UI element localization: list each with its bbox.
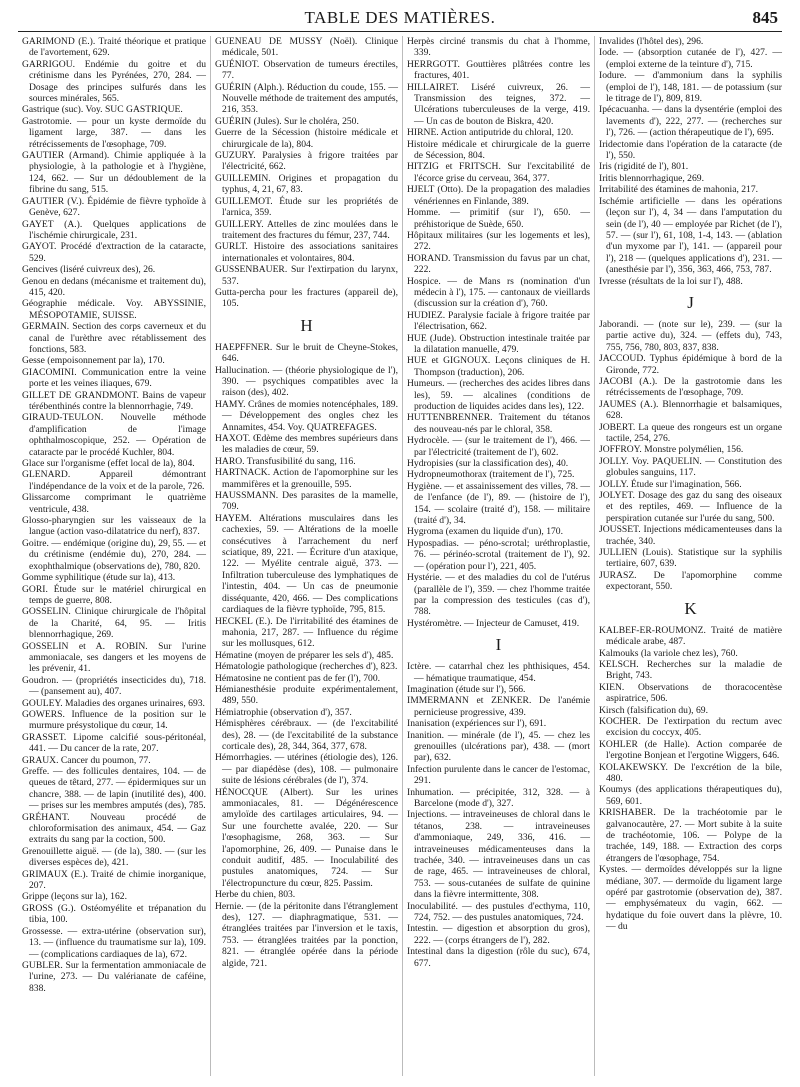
index-entry: Genou en dedans (mécanisme et traitement du), 415, 420.: [22, 275, 206, 298]
index-entry: HORAND. Transmission du favus par un chat, 222.: [407, 252, 590, 276]
index-entry: HERRGOTT. Gouttières plâtrées contre les fractures, 401.: [407, 58, 590, 82]
section-letter: J: [687, 292, 694, 312]
index-entry: Géographie médicale. Voy. ABYSSINIE, MÉSOPOTAMIE, SUISSE.: [22, 298, 206, 321]
index-entry: HAYEM. Altérations musculaires dans les cachexies, 59. — Altérations de la moelle consécutives à l'arrachement du nerf sciatique, 89, 221. — Écriture d'un ataxique, 122. — Myélite centrale aiguë, 373. — Infiltration tuberculeuse des lymphatiques de l'intestin, 404. — Un cas de pneumonie disséquante, 420, 466. — Des complications cardiaques de la fièvre typhoïde, 795, 815.: [215, 512, 398, 616]
index-entry: Kalmouks (la variole chez les), 760.: [599, 647, 738, 659]
index-entry: JOLYET. Dosage des gaz du sang des oiseaux et des reptiles, 469. — Influence de la perspiration cutanée sur l'urée du sang, 500.: [599, 490, 782, 524]
index-entry: Inanisation (expériences sur l'), 691.: [407, 718, 547, 730]
index-entry: KOCHER. De l'extirpation du rectum avec excision du coccyx, 405.: [599, 715, 782, 739]
index-entry: Hernie. — (de la péritonite dans l'étranglement des), 127. — diaphragmatique, 531. — étranglées traitées par l'inversion et le taxis, 753. — étranglées traitées par la ponction, 821. — étranglée opérée dans la période algide, 721.: [215, 900, 398, 969]
index-entry: GRASSET. Lipome calcifié sous-péritonéal, 441. — Du cancer de la rate, 207.: [22, 731, 206, 755]
index-entry: Grossesse. — extra-utérine (observation sur), 13. — (influence du traumatisme sur la), 109. — (complications cardiaques de la), 672.: [22, 925, 206, 960]
index-entry: Hypospadias. — péno-scrotal; uréthroplastie, 76. — périnéo-scrotal (traitement de l'), 92. — (opération pour l'), 221, 405.: [407, 537, 590, 572]
index-entry: Jaborandi. — (note sur le), 239. — (sur la partie active du), 324. — (effets du), 743, 755, 756, 780, 803, 837, 838.: [599, 318, 782, 353]
index-entry: Ivresse (résultats de la loi sur l'), 488.: [599, 275, 743, 287]
index-entry: Goudron. — (propriétés insecticides du), 718. — (pansement au), 407.: [22, 674, 206, 698]
index-entry: Ipécacuanha. — dans la dysentérie (emploi des lavements d'), 222, 277. — (recherches sur l'), 726. — (action thérapeutique de l'), 695.: [599, 104, 782, 139]
index-entry: GUÉNIOT. Observation de tumeurs érectiles, 77.: [215, 58, 398, 82]
index-entry: KALBEF-ER-ROUMONZ. Traité de matière médicale arabe, 487.: [599, 624, 782, 648]
index-entry: Grenouillette aiguë. — (de la), 380. — (sur les diverses espèces de), 421.: [22, 845, 206, 869]
index-entry: Greffe. — des follicules dentaires, 104. — de queues de têtard, 277. — épidermiques sur un chancre, 388. — de lapin (inutilité des), 400. — prises sur les membres amputés (des), 785.: [22, 766, 206, 812]
index-entry: KRISHABER. De la trachéotomie par le galvanocautère, 27. — Mort subite à la suite de trachéotomie, 106. — Polype de la trachée, 149, 188. — Extraction des corps étrangers de l'œsophage, 754.: [599, 807, 782, 864]
index-entry: JOBERT. La queue des rongeurs est un organe tactile, 254, 276.: [599, 421, 782, 444]
index-entry: GUENEAU DE MUSSY (Noël). Clinique médicale, 501.: [215, 36, 398, 59]
index-entry: JULLIEN (Louis). Statistique sur la syphilis tertiaire, 607, 639.: [599, 547, 782, 570]
index-entry: Hygiène. — et assainissement des villes, 78. — de l'enfance (de l'), 89. — (histoire de l'), 154. — scolaire (traité d'), 158. — militaire (traité d'), 34.: [407, 480, 590, 527]
index-entry: Gencives (liséré cuivreux des), 26.: [22, 264, 156, 276]
index-entry: HIRNE. Action antiputride du chloral, 120.: [407, 127, 574, 139]
index-entry: HUTTENBRENNER. Traitement du tétanos des nouveau-nés par le chloral, 358.: [407, 412, 590, 435]
index-entry: GARIMOND (E.). Traité théorique et pratique de l'avortement, 629.: [22, 36, 206, 59]
index-entry: Hôpitaux militaires (sur les logements et les), 272.: [407, 229, 590, 253]
index-entry: Hystérie. — et des maladies du col de l'utérus (parallèle de l'), 359. — chez l'homme traitée par la compression des testicules (cas d'), 788.: [407, 572, 590, 618]
index-entry: GUSSENBAUER. Sur l'extirpation du larynx, 537.: [215, 264, 398, 287]
index-entry: Herbe du chien, 803.: [215, 889, 296, 901]
index-entry: GOSSELIN et A. ROBIN. Sur l'urine ammoniacale, ses dangers et les moyens de les prévenir, 41.: [22, 640, 206, 675]
index-entry: GAYOT. Procédé d'extraction de la cataracte, 529.: [22, 241, 206, 264]
index-entry: Glace sur l'organisme (effet local de la), 804.: [22, 458, 195, 470]
index-entry: Histoire médicale et chirurgicale de la guerre de Sécession, 804.: [407, 138, 590, 162]
index-entry: GOULEY. Maladies des organes urinaires, 693.: [22, 697, 205, 709]
index-entry: GAYET (A.). Quelques applications de l'ischémie chirurgicale, 231.: [22, 218, 206, 241]
index-entry: Hydrocèle. — (sur le traitement de l'), 466. — par l'électricité (traitement de l'), 602.: [407, 435, 590, 458]
index-entry: KELSCH. Recherches sur la maladie de Bright, 743.: [599, 658, 782, 682]
index-entry: GERMAIN. Section des corps caverneux et du canal de l'urèthre avec rétablissement des fonctions, 583.: [22, 321, 206, 355]
index-entry: Iris (rigidité de l'), 801.: [599, 161, 689, 173]
index-column-3: [402, 36, 594, 1076]
index-entry: HAEPFFNER. Sur le bruit de Cheyne-Stokes, 646.: [215, 341, 398, 365]
index-entry: HÉNOCQUE (Albert). Sur les urines ammoniacales, 81. — Dégénérescence amyloïde des cartilages articulaires, 94. — Sur une fourchette avalée, 220. — Sur l'œsophagisme, 268, 363. — Sur l'apomorphine, 26, 409. — Punaise dans le conduit auditif, 485. — Inoculabilité des pustules anatomiques, 724. — Sur l'électropuncture du cœur, 825. Passim.: [215, 786, 398, 889]
index-entry: Ischémie artificielle — dans les opérations (leçon sur l'), 4, 34 — dans l'amputation du sein (de l'), 40 — employée par Richet (de l'), 57. — (sur l'), 61, 108, 1-4, 143. — (ablation d'un myxome par l'), 141. — (appareil pour l'), 218 — (quelques applications d'), 231. — (anesthésie par l'), 356, 363, 466, 753, 787.: [599, 195, 782, 276]
index-entry: GIRAUD-TEULON. Nouvelle méthode d'amplification de l'image ophthalmoscopique, 252. — Opération de cataracte par le procédé Kuchler, 804.: [22, 412, 206, 458]
index-entry: Goitre. — endémique (origine du), 29, 55. — et du crétinisme (endémie du), 270, 284. — exophthalmique (observations de), 780, 820.: [22, 537, 206, 572]
index-entry: Hématologie pathologique (recherches d'), 823.: [215, 661, 398, 673]
index-entry: Gastrotomie. — pour un kyste dermoïde du ligament large, 387. — dans les rétrécissements de l'œsophage, 709.: [22, 115, 206, 150]
index-entry: Hydropisies (sur la classification des), 40.: [407, 458, 569, 470]
index-entry: Grippe (leçons sur la), 162.: [22, 891, 127, 903]
index-entry: Ictère. — catarrhal chez les phthisiques, 454. — hématique traumatique, 454.: [407, 661, 590, 684]
index-entry: HAUSSMANN. Des parasites de la mamelle, 709.: [215, 490, 398, 513]
section-letter: K: [684, 598, 697, 618]
index-entry: KIEN. Observations de thoracocentèse aspiratrice, 506.: [599, 681, 782, 705]
index-entry: Glosso-pharyngien sur les vaisseaux de la langue (action vaso-dilatatrice du nerf), 837.: [22, 515, 206, 538]
index-entry: Herpès circiné transmis du chat à l'homme, 339.: [407, 36, 590, 59]
index-entry: Gutta-percha pour les fractures (appareil de), 105.: [215, 286, 398, 310]
index-entry: GARRIGOU. Endémie du goitre et du crétinisme dans les Pyrénées, 270, 284. — Dosage des principes sulfurés dans les sources minérales, 565.: [22, 58, 206, 105]
index-entry: Glissarcome comprimant le quatrième ventricule, 438.: [22, 492, 206, 515]
index-entry: Intestin. — digestion et absorption du gros), 222. — (corps étrangers de l'), 282.: [407, 923, 590, 946]
index-entry: GOSSELIN. Clinique chirurgicale de l'hôpital de la Charité, 64, 95. — Iritis blennorrhagique, 269.: [22, 606, 206, 641]
index-entry: HUE (Jude). Obstruction intestinale traitée par la dilatation manuelle, 479.: [407, 332, 590, 355]
index-entry: GRÉHANT. Nouveau procédé de chloroformisation des animaux, 454. — Gaz extraits du sang par la coction, 500.: [22, 811, 206, 846]
index-entry: Imagination (étude sur l'), 566.: [407, 683, 526, 695]
index-entry: GROSS (G.). Ostéomyélite et trépanation du tibia, 100.: [22, 902, 206, 926]
index-entry: Hydropneumothorax (traitement de l'), 725.: [407, 469, 575, 481]
index-entry: Infection purulente dans le cancer de l'estomac, 291.: [407, 763, 590, 787]
index-entry: HARTNACK. Action de l'apomorphine sur les mammifères et la grenouille, 595.: [215, 467, 398, 490]
index-entry: GILLET DE GRANDMONT. Bains de vapeur térébenthinés contre la blennorrhagie, 749.: [22, 389, 206, 412]
index-entry: Koumys (des applications thérapeutiques du), 569, 601.: [599, 784, 782, 807]
index-column-4: [594, 36, 786, 1076]
index-entry: JACOBI (A.). De la gastrotomie dans les rétrécissements de l'œsophage, 709.: [599, 375, 782, 399]
index-entry: Guerre de la Sécession (histoire médicale et chirurgicale de la), 804.: [215, 127, 398, 150]
index-entry: HUDIEZ. Paralysie faciale à frigore traitée par l'électrisation, 662.: [407, 309, 590, 333]
index-column-2: [210, 36, 402, 1076]
index-entry: HARO. Transfusibilité du sang, 116.: [215, 455, 356, 467]
index-entry: Invalides (l'hôtel des), 296.: [599, 36, 704, 47]
index-entry: Gastrique (suc). Voy. SUC GASTRIQUE.: [22, 104, 183, 116]
index-entry: Hallucination. — (théorie physiologique de l'), 390. — psychiques compatibles avec la raison (des), 402.: [215, 364, 398, 399]
index-entry: Hémisphères cérébraux. — (de l'excitabilité des), 28. — (de l'excitabilité de la substance corticale des), 28, 344, 364, 377, 678.: [215, 718, 398, 752]
index-entry: Hématosine ne contient pas de fer (l'), 700.: [215, 672, 381, 684]
index-entry: Hématine (moyen de préparer les sels d'), 485.: [215, 649, 394, 661]
index-entry: GRAUX. Cancer du poumon, 77.: [22, 754, 151, 766]
index-entry: GUÉRIN (Alph.). Réduction du coude, 155. — Nouvelle méthode de traitement des amputés, 216, 353.: [215, 81, 398, 116]
index-entry: GAUTIER (Armand). Chimie appliquée à la physiologie, à la pathologie et à l'hygiène, 124, 662. — Sur un dédoublement de la fibrine du sang, 515.: [22, 150, 206, 196]
index-entry: Iodure. — d'ammonium dans la syphilis (emploi de l'), 148, 181. — de potassium (sur le titrage de l'), 809, 819.: [599, 70, 782, 105]
section-letter: H: [300, 315, 313, 335]
index-entry: KOLAKEWSKY. De l'excrétion de la bile, 480.: [599, 761, 782, 784]
index-entry: Inhumation. — précipitée, 312, 328. — à Barcelone (mode d'), 327.: [407, 786, 590, 809]
index-entry: Hémiatrophie (observation d'), 357.: [215, 706, 352, 718]
index-entry: HITZIG et FRITSCH. Sur l'excitabilité de l'écorce grise du cerveau, 364, 377.: [407, 161, 590, 184]
index-entry: Hystéromètre. — Injecteur de Camuset, 419.: [407, 617, 580, 629]
index-entry: Hygroma (examen du liquide d'un), 170.: [407, 526, 563, 538]
index-entry: JOLLY. Voy. PAQUELIN. — Constitution des globules sanguins, 117.: [599, 455, 782, 479]
index-entry: Gesse (empoisonnement par la), 170.: [22, 355, 165, 367]
index-entry: GORI. Étude sur le matériel chirurgical en temps de guerre, 808.: [22, 583, 206, 606]
header-rule: [18, 31, 782, 32]
index-entry: GRIMAUX (E.). Traité de chimie inorganique, 207.: [22, 868, 206, 892]
index-entry: HAMY. Crânes de momies notencéphales, 189. — Développement des ongles chez les Annamites, 454. Voy. QUATREFAGES.: [215, 398, 398, 433]
index-entry: GAUTIER (V.). Épidémie de fièvre typhoïde à Genève, 627.: [22, 195, 206, 219]
index-entry: HILLAIRET. Liséré cuivreux, 26. — Transmission des teignes, 372. — Ulcérations tuberculeuses de la verge, 419. — Un cas de bouton de Biskra, 420.: [407, 81, 590, 127]
index-entry: JURASZ. De l'apomorphine comme expectorant, 550.: [599, 569, 782, 593]
index-entry: Hospice. — de Mans rs (nomination d'un médecin à l'), 175. — cantonaux de vieillards (discussion sur la création d'), 760.: [407, 275, 590, 310]
index-entry: Inanition. — minérale (de l'), 45. — chez les grenouilles (ulcérations par), 438. — (mort par), 632.: [407, 729, 590, 764]
index-entry: Inoculabilité. — des pustules d'ecthyma, 110, 724, 752. — des pustules anatomiques, 724.: [407, 900, 590, 924]
index-entry: Kystes. — dermoïdes développés sur la ligne médiane, 307. — dermoïde du ligament large opéré par gastrotomie (observation de), 387. — emphysémateux du vagin, 662. — hydatique du foie ouvert dans la plèvre, 10. — du: [599, 864, 782, 933]
index-entry: Iritis blennorrhagique, 269.: [599, 172, 704, 184]
index-entry: GURLT. Histoire des associations sanitaires internationales et volontaires, 804.: [215, 241, 398, 264]
index-column-1: [18, 36, 210, 1076]
index-entry: JACCOUD. Typhus épidémique à bord de la Gironde, 772.: [599, 353, 782, 376]
index-entry: GLENARD. Appareil démontrant l'indépendance de la voix et de la parole, 726.: [22, 469, 206, 492]
index-columns: [18, 36, 788, 1076]
index-entry: HECKEL (E.). De l'irritabilité des étamines de mahonia, 217, 287. — Influence du régime sur les mollusques, 612.: [215, 615, 398, 650]
index-entry: JOUSSET. Injections médicamenteuses dans la trachée, 340.: [599, 524, 782, 547]
index-entry: GUILLERY. Attelles de zinc moulées dans le traitement des fractures du fémur, 237, 744.: [215, 218, 398, 241]
index-entry: HJELT (Otto). De la propagation des maladies vénériennes en Finlande, 389.: [407, 184, 590, 207]
index-entry: HAXOT. Œdème des membres supérieurs dans les maladies de cœur, 59.: [215, 433, 398, 456]
index-entry: Kirsch (falsification du), 69.: [599, 704, 708, 716]
index-entry: GUILLEMOT. Étude sur les propriétés de l'arnica, 359.: [215, 195, 398, 219]
index-entry: HUE et GIGNOUX. Leçons cliniques de H. Thompson (traduction), 206.: [407, 355, 590, 378]
index-entry: Irritabilité des étamines de mahonia, 217.: [599, 184, 759, 196]
index-entry: GUILLEMIN. Origines et propagation du typhus, 4, 21, 67, 83.: [215, 172, 398, 196]
index-entry: GIACOMINI. Communication entre la veine porte et les veines iliaques, 679.: [22, 366, 206, 390]
index-entry: Homme. — primitif (sur l'), 650. — préhistorique de Suède, 650.: [407, 207, 590, 230]
index-entry: KOHLER (de Halle). Action comparée de l'ergotine Bonjean et l'ergotine Wiggers, 646.: [599, 738, 782, 762]
index-entry: GOWERS. Influence de la position sur le murmure présystolique du cœur, 14.: [22, 708, 206, 732]
index-entry: GUÉRIN (Jules). Sur le choléra, 250.: [215, 115, 359, 127]
index-entry: GUZURY. Paralysies à frigore traitées par l'électricité, 662.: [215, 150, 398, 173]
running-title: TABLE DES MATIÈRES.: [304, 8, 496, 27]
index-entry: Hémorrhagies. — utérines (étiologie des), 126. — par diapédèse (des), 108. — pulmonaire suite de lésions cérébrales (de l'), 374.: [215, 752, 398, 787]
index-entry: IMMERMANN et ZENKER. De l'anémie pernicieuse progressive, 439.: [407, 695, 590, 718]
index-entry: JOLLY. Étude sur l'imagination, 566.: [599, 478, 742, 490]
index-entry: Intestinal dans la digestion (rôle du suc), 674, 677.: [407, 946, 590, 969]
index-entry: JAUMES (A.). Blennorrhagie et balsamiques, 628.: [599, 398, 782, 422]
index-entry: Iridectomie dans l'opération de la cataracte (de l'), 550.: [599, 138, 782, 162]
index-entry: Injections. — intraveineuses de chloral dans le tétanos, 238. — intraveineuses d'ammoniaque, 249, 336, 416. — intraveineuses médicamenteuses dans la trachée, 340. — intraveineuses dans un cas de rage, 465. — intraveineuses de chloral, 753. — sous-cutanées de sulfate de quinine dans la fièvre intermittente, 308.: [407, 809, 590, 901]
index-entry: Hémianesthésie produite expérimentalement, 489, 550.: [215, 683, 398, 707]
page-number: 845: [752, 8, 778, 27]
index-entry: GUBLER. Sur la fermentation ammoniacale de l'urine, 273. — Du valérianate de caféine, 838.: [22, 959, 206, 994]
index-entry: Iode. — (absorption cutanée de l'), 427. — (emploi externe de la teinture d'), 715.: [599, 47, 782, 70]
section-letter: I: [495, 635, 502, 655]
index-entry: Humeurs. — (recherches des acides libres dans les), 59. — alcalines (conditions de production de liquides acides dans les), 122.: [407, 378, 590, 412]
index-entry: Gomme syphilitique (étude sur la), 413.: [22, 572, 176, 584]
index-entry: JOFFROY. Monstre polymélien, 156.: [599, 444, 744, 456]
